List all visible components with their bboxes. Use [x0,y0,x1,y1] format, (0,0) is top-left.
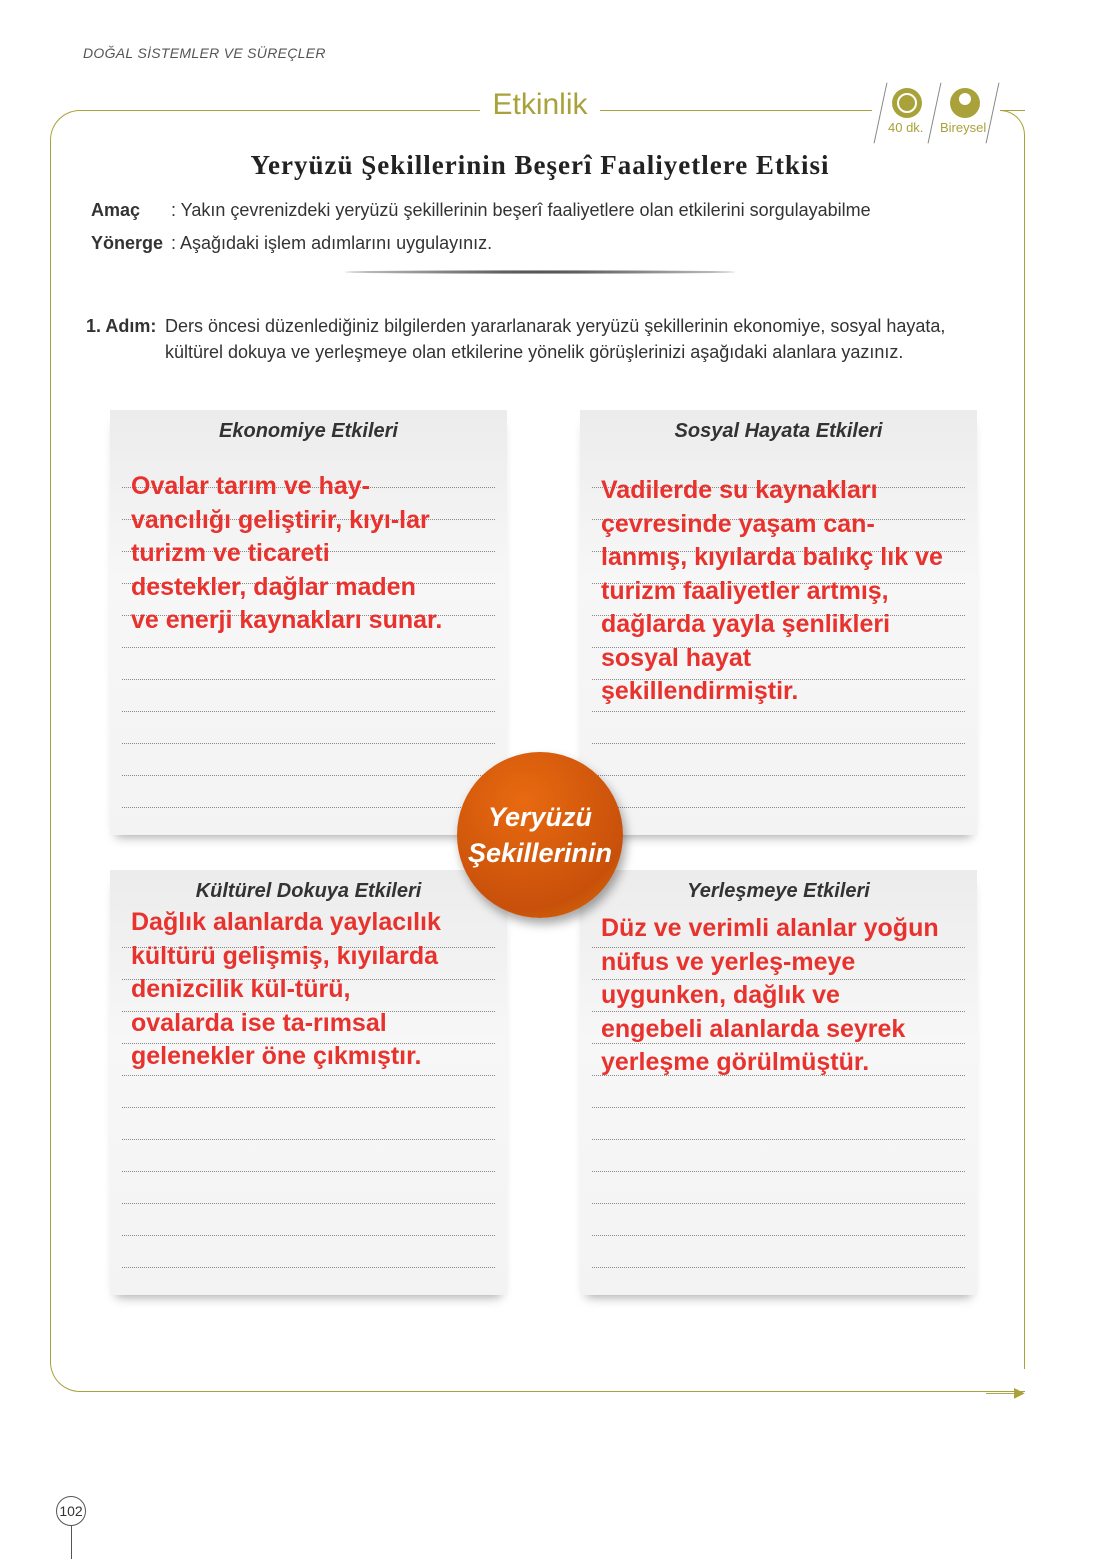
writing-line [122,1235,495,1236]
writing-line [592,1235,965,1236]
answer-line: gelenekler öne çıkmıştır. [131,1042,422,1070]
card-title: Sosyal Hayata Etkileri [674,420,883,442]
page-line [71,1526,72,1559]
writing-line [122,743,495,744]
answer-line: uygunken, dağlık ve [601,981,840,1009]
clock-icon [892,88,922,118]
writing-line [592,1107,965,1108]
answer-line: vancılığı geliştirir, kıyı-lar [131,505,430,534]
answer-line: çevresinde yaşam can- [601,509,875,538]
writing-line [122,679,495,680]
duration: 40 dk. [888,120,924,135]
instruction-row [91,233,492,254]
answer-line: ovalarda ise ta-rımsal [131,1008,387,1037]
writing-line [122,1075,495,1076]
answer-line: Vadilerde su kaynakları [601,476,878,504]
writing-line [122,1267,495,1268]
writing-line [122,1139,495,1140]
writing-line [592,1267,965,1268]
answer-line: denizcilik kül-türü, [131,975,351,1003]
answer-line: engebeli alanlarda seyrek [601,1014,906,1043]
writing-line [592,1171,965,1172]
writing-line [592,711,965,712]
answer-line: turizm faaliyetler artmış, [601,576,889,605]
card-title: Yerleşmeye Etkileri [687,880,870,902]
step-1 [86,313,1006,365]
card-economy [110,410,507,835]
answer-line: Dağlık alanlarda yaylacılık [131,908,441,936]
arrow-icon: ——▶ [986,1384,1025,1400]
answer-line: kültürü gelişmiş, kıyılarda [131,941,439,970]
goal-row [91,200,871,221]
answer-text [601,912,969,1080]
section-header: DOĞAL SİSTEMLER VE SÜREÇLER [83,45,326,61]
writing-line [122,1171,495,1172]
writing-line [122,647,495,648]
center-line-1: Yeryüzü [487,802,593,832]
card-title: Ekonomiye Etkileri [219,420,398,442]
step-text: Ders öncesi düzenlediğiniz bilgilerden yararlanarak yeryüzü şekillerinin ekonomiye, sosyal hayata, kültürel dokuya ve yerleşmeye olan etkilerine yönelik görüşlerinizi aşağıdaki alanlara yazınız. [165,316,946,362]
instruction-label: Yönerge [91,233,164,253]
writing-line [592,1139,965,1140]
writing-line [592,1203,965,1204]
answer-line: lanmış, kıyılarda balıkç lık ve [601,543,943,571]
goal-label: Amaç [91,200,141,220]
answer-line: destekler, dağlar maden [131,572,416,601]
answer-text [131,906,499,1074]
answer-line: Ovalar tarım ve hay- [131,472,371,500]
writing-line [592,807,965,808]
writing-line [122,1203,495,1204]
answer-text [131,470,499,638]
card-title: Kültürel Dokuya Etkileri [195,880,422,902]
answer-line: nüfus ve yerleş-meye [601,947,856,976]
step-label: 1. Adım: [86,316,157,336]
writing-line [592,775,965,776]
goal-text: : Yakın çevrenizdeki yeryüzü şekillerinin beşerî faaliyetlere olan etkilerini sorgulayabilme [171,200,871,220]
card-settlement [580,870,977,1295]
card-cultural [110,870,507,1295]
instruction-text: : Aşağıdaki işlem adımlarını uygulayınız. [171,233,493,253]
center-badge [457,752,623,918]
answer-line: ve enerji kaynakları sunar. [131,606,443,634]
answer-line: Düz ve verimli alanlar yoğun [601,914,939,942]
divider [345,270,735,274]
answer-line: yerleşme görülmüştür. [601,1048,870,1076]
card-social [580,410,977,835]
page-number: 102 [56,1496,86,1526]
writing-line [592,743,965,744]
writing-line [122,1107,495,1108]
writing-line [122,711,495,712]
answer-line: turizm ve ticareti [131,539,330,567]
activity-frame-right [1000,110,1025,1369]
mode: Bireysel [940,120,987,135]
answer-text [601,474,969,709]
answer-line: şekillendirmiştir. [601,677,799,705]
activity-label: Etkinlik [480,88,600,122]
answer-line: sosyal hayat [601,643,752,672]
activity-info [872,82,1000,144]
activity-title: Yeryüzü Şekillerinin Beşerî Faaliyetlere Etkisi [250,150,830,180]
answer-line: dağlarda yayla şenlikleri [601,610,891,638]
center-line-2: Şekillerinin [467,838,613,868]
writing-line [122,807,495,808]
person-icon [950,88,980,118]
writing-line [122,775,495,776]
